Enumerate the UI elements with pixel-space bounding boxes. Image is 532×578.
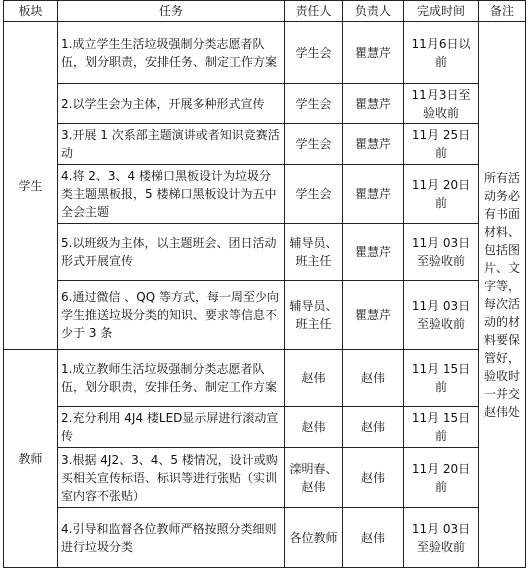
- responsible-cell: 辅导员、班主任: [285, 281, 343, 350]
- lead-cell: 赵伟: [343, 407, 404, 448]
- task-cell: 2.充分利用 4J4 楼LED显示屏进行滚动宣传: [58, 407, 285, 448]
- responsible-cell: 赵伟: [285, 350, 343, 407]
- table-row: [4, 350, 526, 407]
- table-row: [4, 165, 526, 224]
- table-row: [4, 84, 526, 124]
- lead-cell: 赵伟: [343, 448, 404, 508]
- deadline-cell: 11月 03日至验收前: [404, 508, 479, 568]
- deadline-cell: 11月6日以前: [404, 22, 479, 84]
- deadline-cell: 11月 25日前: [404, 124, 479, 165]
- lead-cell: 瞿慧芹: [343, 124, 404, 165]
- lead-cell: 赵伟: [343, 508, 404, 568]
- table-row: [4, 124, 526, 165]
- header-lead: 负责人: [343, 1, 404, 22]
- lead-cell: 瞿慧芹: [343, 281, 404, 350]
- table-row: [4, 407, 526, 448]
- section-label-teacher: 教师: [4, 350, 58, 568]
- responsible-cell: 学生会: [285, 22, 343, 84]
- task-cell: 3.根据 4J2、3、4、5 楼情况，设计或购买相关宣传标语、标识等进行张贴（实训室内容不张贴）: [58, 448, 285, 508]
- header-row: [4, 1, 526, 22]
- responsible-cell: 赵伟: [285, 407, 343, 448]
- lead-cell: 瞿慧芹: [343, 165, 404, 224]
- task-plan-table: [3, 0, 526, 568]
- header-deadline: 完成时间: [404, 1, 479, 22]
- deadline-cell: 11月 15日前: [404, 407, 479, 448]
- section-label-student: 学生: [4, 22, 58, 350]
- header-note: 备注: [479, 1, 526, 22]
- table-row: [4, 281, 526, 350]
- deadline-cell: 11月 03日至验收前: [404, 281, 479, 350]
- task-cell: 2.以学生会为主体，开展多种形式宣传: [58, 84, 285, 124]
- responsible-cell: 滦明春、赵伟: [285, 448, 343, 508]
- header-section: 板块: [4, 1, 58, 22]
- lead-cell: 赵伟: [343, 350, 404, 407]
- responsible-cell: 各位教师: [285, 508, 343, 568]
- table-row: [4, 448, 526, 508]
- deadline-cell: 11月 03日至验收前: [404, 224, 479, 281]
- deadline-cell: 11月 20日前: [404, 165, 479, 224]
- note-cell: 所有活动务必有书面材料、包括图片、文字等，每次活动的材料要保管好，验收时一并交赵伟处: [479, 22, 526, 568]
- responsible-cell: 学生会: [285, 165, 343, 224]
- responsible-cell: 学生会: [285, 124, 343, 165]
- table-row: [4, 224, 526, 281]
- responsible-cell: 辅导员、班主任: [285, 224, 343, 281]
- deadline-cell: 11月 15日前: [404, 350, 479, 407]
- header-responsible: 责任人: [285, 1, 343, 22]
- task-cell: 4.引导和监督各位教师严格按照分类细则进行垃圾分类: [58, 508, 285, 568]
- header-task: 任务: [58, 1, 285, 22]
- task-cell: 6.通过微信 、QQ 等方式，每一周至少向学生推送垃圾分类的知识、要求等信息不少于 3 条: [58, 281, 285, 350]
- task-cell: 1.成立教师生活垃圾强制分类志愿者队伍，划分职责，安排任务、制定工作方案: [58, 350, 285, 407]
- lead-cell: 瞿慧芹: [343, 224, 404, 281]
- table-row: [4, 508, 526, 568]
- deadline-cell: 11月 20日前: [404, 448, 479, 508]
- table-row: [4, 22, 526, 84]
- task-cell: 1.成立学生生活垃圾强制分类志愿者队伍，划分职责，安排任务、制定工作方案: [58, 22, 285, 84]
- lead-cell: 瞿慧芹: [343, 22, 404, 84]
- task-cell: 5.以班级为主体，以主题班会、团日活动形式开展宣传: [58, 224, 285, 281]
- lead-cell: 瞿慧芹: [343, 84, 404, 124]
- responsible-cell: 学生会: [285, 84, 343, 124]
- task-cell: 4.将 2、3、4 楼梯口黑板设计为垃圾分类主题黑板报，5 楼梯口黑板设计为五中全会主题: [58, 165, 285, 224]
- deadline-cell: 11月3日至验收前: [404, 84, 479, 124]
- task-cell: 3.开展 1 次系部主题演讲或者知识竞赛活动: [58, 124, 285, 165]
